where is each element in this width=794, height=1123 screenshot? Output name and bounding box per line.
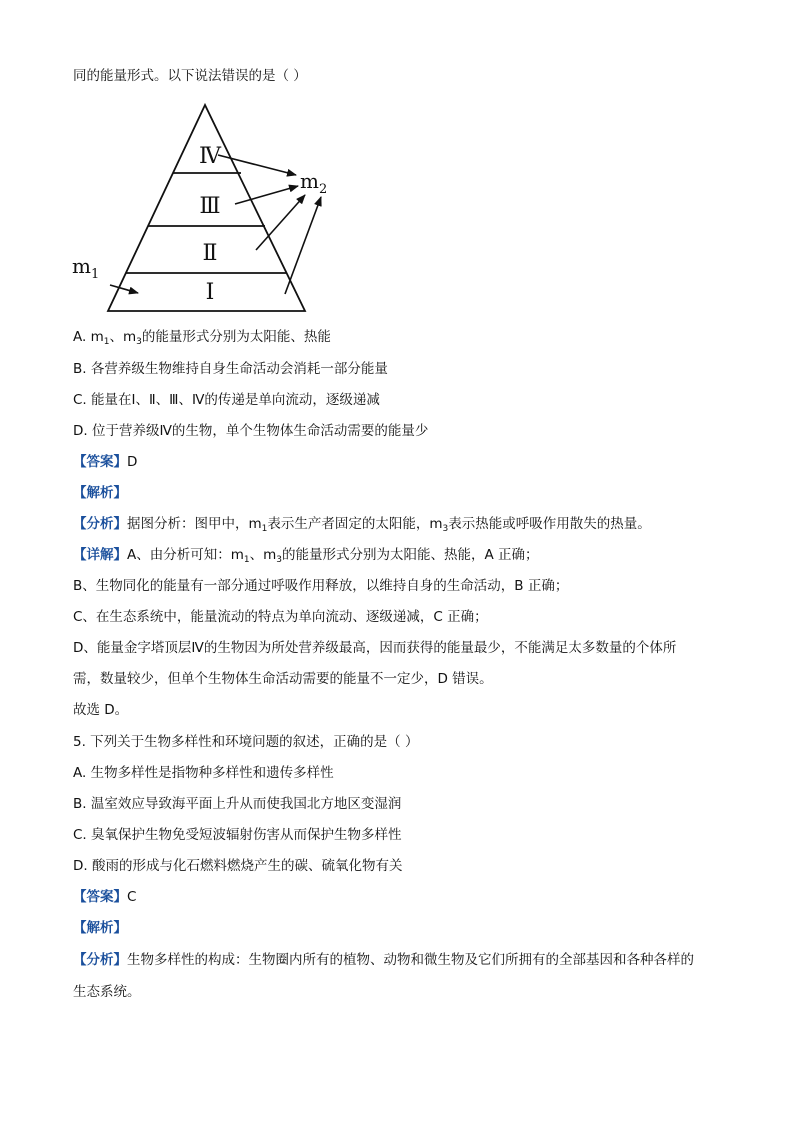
q4-detail-C: C、在生态系统中，能量流动的特点为单向流动、逐级递减，C 正确； xyxy=(73,609,488,625)
level-III-label: Ⅲ xyxy=(199,194,221,219)
arrow-IV-to-m2 xyxy=(218,155,296,175)
energy-pyramid-diagram xyxy=(70,100,360,320)
q4-analysis: 【分析】据图分析：图甲中，$m_1$表示生产者固定的太阳能，$m_3$表示热能或呼吸作用散失的热量。 xyxy=(73,516,651,534)
q4-detail-A: 【详解】A、由分析可知：$m_1$、$m_3$的能量形式分别为太阳能、热能，A 正确； xyxy=(73,547,539,565)
q4-detail-D-line1: D、能量金字塔顶层Ⅳ的生物因为所处营养级最高，因而获得的能量最少，不能满足太多数量的个体所 xyxy=(73,640,677,656)
q4-option-B: B. 各营养级生物维持自身生命活动会消耗一部分能量 xyxy=(73,361,388,377)
q5-option-B: B. 温室效应导致海平面上升从而使我国北方地区变湿润 xyxy=(73,796,402,812)
q4-conclusion: 故选 D。 xyxy=(73,702,129,718)
q4-detail-D-line2: 需，数量较少，但单个生物体生命活动需要的能量不一定少，D 错误。 xyxy=(73,671,493,687)
q4-jiexi-heading: 【解析】 xyxy=(73,485,127,501)
q4-option-D: D. 位于营养级Ⅳ的生物，单个生物体生命活动需要的能量少 xyxy=(73,423,429,439)
arrow-II-to-m2 xyxy=(256,195,305,250)
q4-answer: 【答案】D xyxy=(73,454,138,470)
q5-option-D: D. 酸雨的形成与化石燃料燃烧产生的碳、硫氧化物有关 xyxy=(73,858,403,874)
q4-option-A: A. $m_1$、$m_3$的能量形式分别为太阳能、热能 xyxy=(73,329,331,347)
q5-answer: 【答案】C xyxy=(73,889,137,905)
level-IV-label: Ⅳ xyxy=(199,144,221,169)
q5-jiexi-heading: 【解析】 xyxy=(73,920,127,936)
m2-label: $m_2$ xyxy=(300,169,328,197)
q5-analysis-line2: 生态系统。 xyxy=(73,984,141,1000)
q5-option-A: A. 生物多样性是指物种多样性和遗传多样性 xyxy=(73,765,334,781)
m1-label: $m_1$ xyxy=(72,254,100,282)
q5-stem: 5. 下列关于生物多样性和环境问题的叙述，正确的是（ ） xyxy=(73,734,419,750)
q5-option-C: C. 臭氧保护生物免受短波辐射伤害从而保护生物多样性 xyxy=(73,827,402,843)
level-II-label: Ⅱ xyxy=(202,241,218,266)
q5-analysis-line1: 【分析】生物多样性的构成：生物圈内所有的植物、动物和微生物及它们所拥有的全部基因和各种各样的 xyxy=(73,952,694,968)
q4-detail-B: B、生物同化的能量有一部分通过呼吸作用释放，以维持自身的生命活动，B 正确； xyxy=(73,578,569,594)
arrow-m1-to-I xyxy=(110,285,138,293)
q4-option-C: C. 能量在Ⅰ、Ⅱ、Ⅲ、Ⅳ的传递是单向流动，逐级递减 xyxy=(73,392,380,408)
arrow-III-to-m2 xyxy=(235,186,298,204)
level-I-label: Ⅰ xyxy=(205,280,215,305)
question-stem-continuation: 同的能量形式。以下说法错误的是（ ） xyxy=(73,68,307,84)
